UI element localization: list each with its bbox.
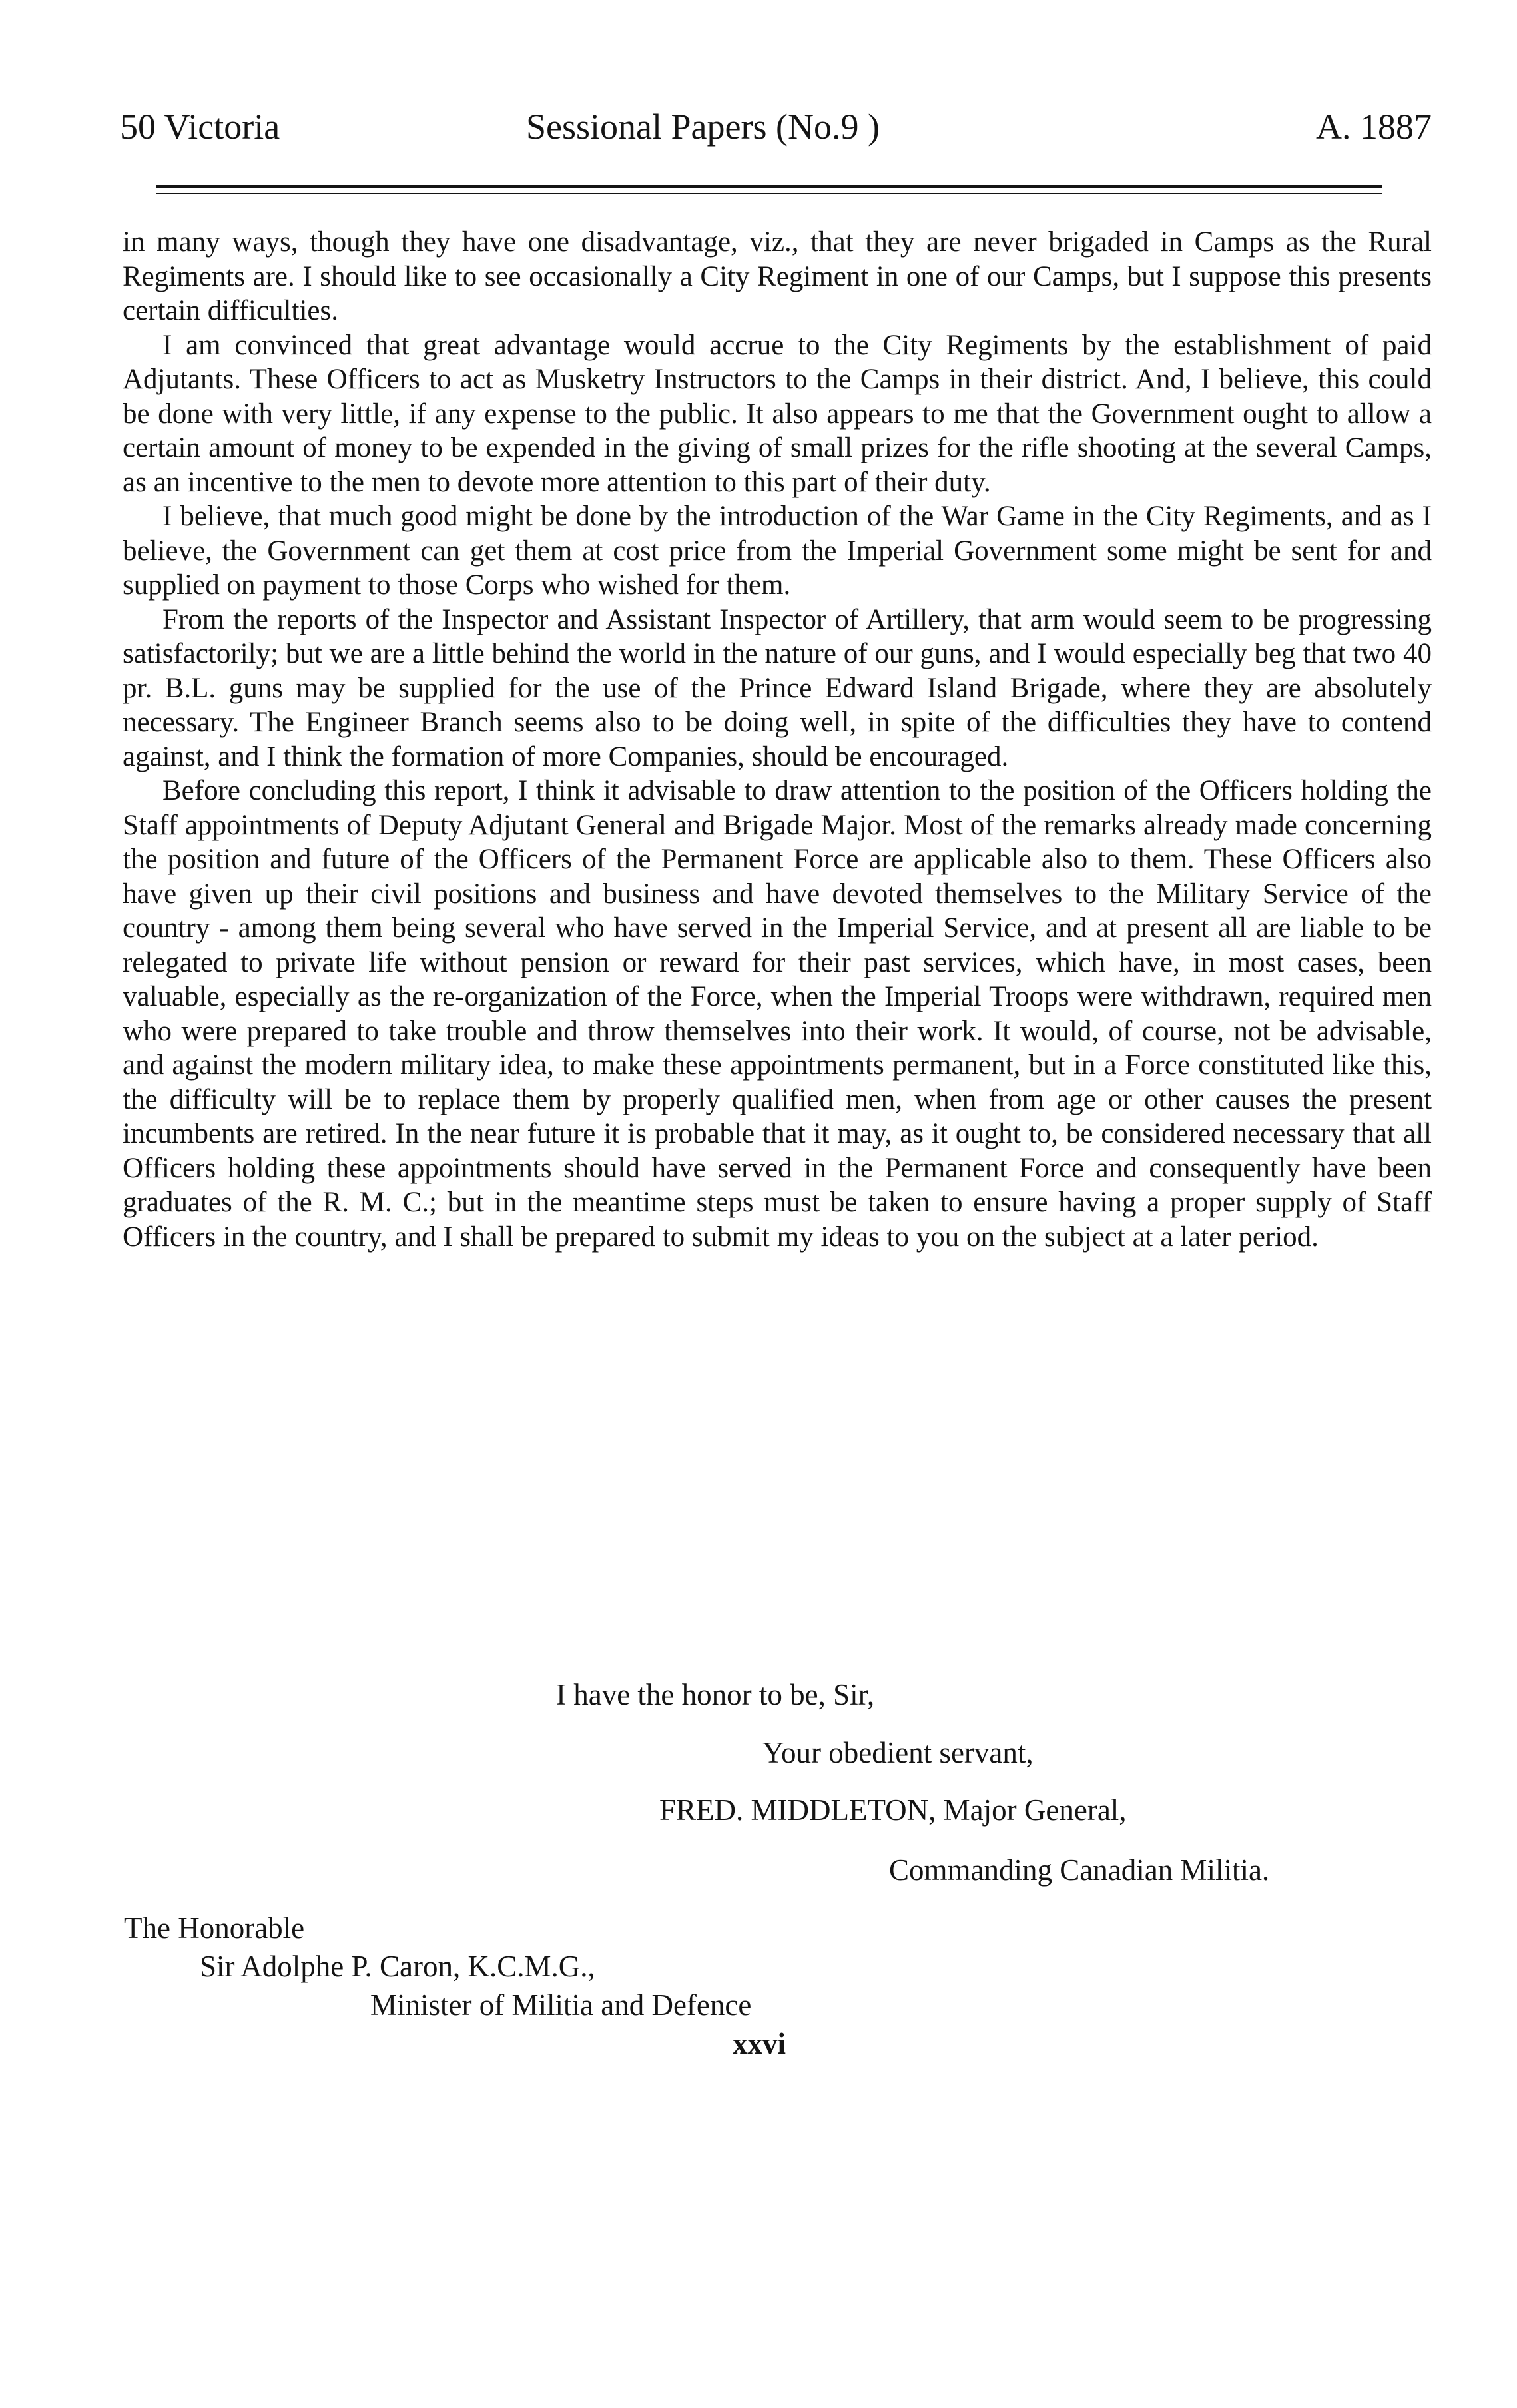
- addressee-line-3: Minister of Militia and Defence: [370, 1988, 752, 2022]
- running-header: [120, 100, 1432, 153]
- addressee-line-1: The Honorable: [124, 1911, 305, 1945]
- report-body: [123, 225, 1432, 1254]
- paragraph-artillery: From the reports of the Inspector and Assistant Inspector of Artillery, that arm would seem to be progressing satisfactorily; but we are a little behind the world in the nature of our guns, and I would especially beg that two 40 pr. B.L. guns may be supplied for the use of the Prince Edward Island Brigade, where they are absolutely necessary. The Engineer Branch seems also to be doing well, in spite of the difficulties they have to contend against, and I think the formation of more Companies, should be encouraged.: [123, 603, 1432, 772]
- page-number: xxvi: [733, 2027, 786, 2060]
- closing-honor-line: I have the honor to be, Sir,: [556, 1678, 875, 1711]
- addressee-line-2: Sir Adolphe P. Caron, K.C.M.G.,: [200, 1950, 595, 1983]
- paragraph-staff-officers: Before concluding this report, I think it advisable to draw attention to the position of the Officers holding the Staff appointments of Deputy Adjutant General and Brigade Major. Most of the remarks already made concerning the position and future of the Officers of the Permanent Force are applicable also to them. These Officers also have given up their civil positions and business and have devoted themselves to the Military Service of the country - among them being several who have served in the Imperial Service, and at present all are liable to be relegated to private life without pension or reward for their past services, which have, in most cases, been valuable, especially as the re-organization of the Force, when the Imperial Troops were withdrawn, required men who were prepared to take trouble and throw themselves into their work. It would, of course, not be advisable, and against the modern military idea, to make these appointments permanent, but in a Force constituted like this, the difficulty will be to replace them by properly qualified men, when from age or other causes the present incumbents are retired. In the near future it is probable that it may, as it ought to, be considered necessary that all Officers holding these appointments should have served in the Permanent Force and consequently have been graduates of the R. M. C.; but in the meantime steps must be taken to ensure having a proper supply of Staff Officers in the country, and I shall be prepared to submit my ideas to you on the subject at a later period.: [123, 775, 1432, 1253]
- closing-servant-line: Your obedient servant,: [762, 1736, 1034, 1769]
- header-rule-thick: [156, 185, 1382, 188]
- header-rule-thin: [156, 193, 1382, 194]
- paragraph-adjutants: I am convinced that great advantage would accrue to the City Regiments by the establishment of paid Adjutants. These Officers to act as Musketry Instructors to the Camps in their district. And, I believe, this could be done with very little, if any expense to the public. It also appears to me that the Government ought to allow a certain amount of money to be expended in the giving of small prizes for the rifle shooting at the several Camps, as an incentive to the men to devote more attention to this part of their duty.: [123, 329, 1432, 498]
- signature: FRED. MIDDLETON, Major General,: [659, 1793, 1127, 1827]
- header-center: Sessional Papers (No.9 ): [526, 107, 880, 147]
- signature-title: Commanding Canadian Militia.: [889, 1853, 1270, 1887]
- header-right: A. 1887: [1316, 107, 1432, 147]
- paragraph-war-game: I believe, that much good might be done by the introduction of the War Game in the City Regiments, and as I believe, the Government can get them at cost price from the Imperial Government some might be sent for and supplied on payment to those Corps who wished for them.: [123, 501, 1432, 601]
- paragraph-continuation: in many ways, though they have one disadvantage, viz., that they are never brigaded in Camps as the Rural Regiments are. I should like to see occasionally a City Regiment in one of our Camps, but I suppose this presents certain difficulties.: [123, 226, 1432, 326]
- header-left: 50 Victoria: [120, 107, 280, 147]
